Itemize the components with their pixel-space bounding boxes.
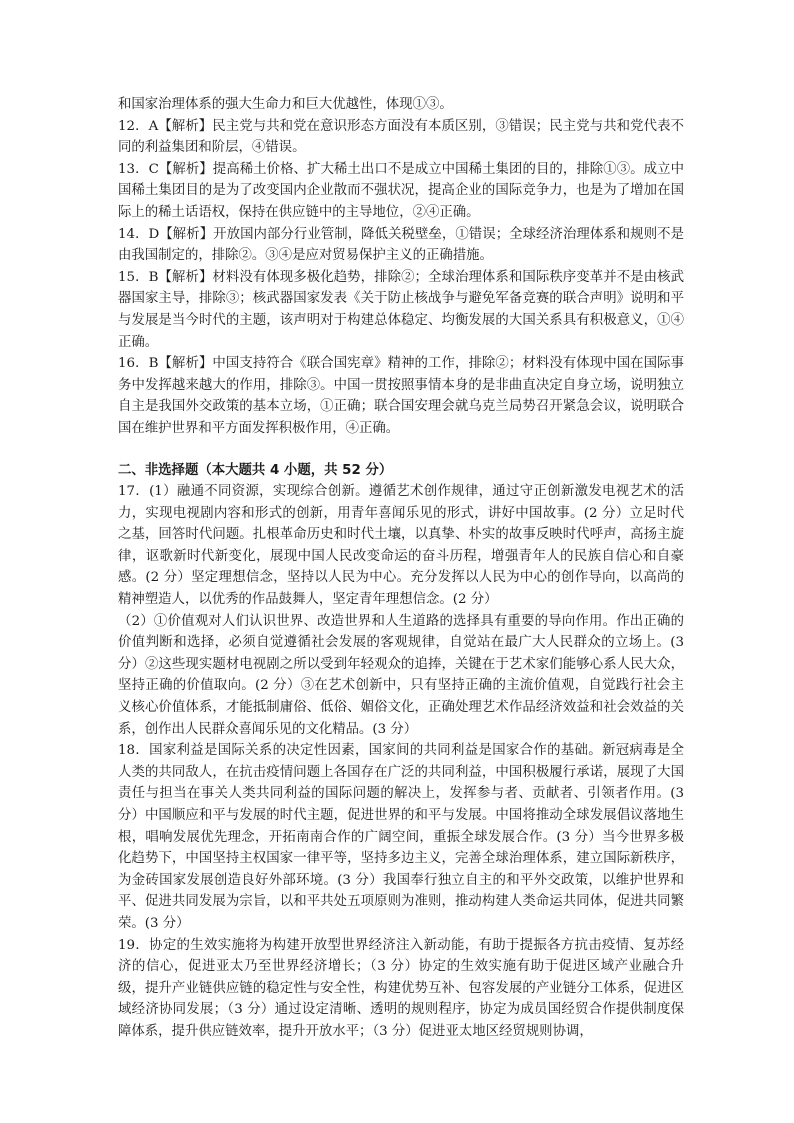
answer-15: 15．B【解析】材料没有体现多极化趋势，排除②；全球治理体系和国际秩序变革并不是由核武器国家主导，排除③；核武器国家发表《关于防止核战争与避免军备竞赛的联合声明》说明和平与发展是当今时代的主题，该声明对于构建总体稳定、均衡发展的大国关系具有积极意义，①④正确。 [118, 269, 684, 350]
answer-14: 14．D【解析】开放国内部分行业管制，降低关税壁垒，①错误；全球经济治理体系和规则不是由我国制定的，排除②。③④是应对贸易保护主义的正确措施。 [118, 226, 684, 264]
answer-19: 19．协定的生效实施将为构建开放型世界经济注入新动能，有助于提振各方抗击疫情、复苏经济的信心，促进亚太乃至世界经济增长；（3 分）协定的生效实施有助于促进区域产业融合升级，提升产业链供应链的稳定性与安全性，构建优势互补、包容发展的产业链分工体系，促进区域经济协同发展；（3 分）通过设定清晰、透明的规则程序，协定为成员国经贸合作提供制度保障体系，提升供应链效率，提升开放水平；（3 分）促进亚太地区经贸规则协调， [118, 937, 684, 1039]
answer-11-tail: 和国家治理体系的强大生命力和巨大优越性，体现①③。 [118, 97, 453, 112]
answer-page [118, 94, 684, 1043]
section-gap [118, 440, 684, 460]
section-heading: 二、非选择题（本大题共 4 小题，共 52 分） [118, 462, 393, 478]
answer-13: 13．C【解析】提高稀土价格、扩大稀土出口不是成立中国稀土集团的目的，排除①③。成立中国稀土集团目的是为了改变国内企业散而不强状况，提高企业的国际竞争力，也是为了增加在国际上的稀土话语权，保持在供应链中的主导地位，②④正确。 [118, 161, 684, 220]
answer-18: 18．国家利益是国际关系的决定性因素，国家间的共同利益是国家合作的基础。新冠病毒是全人类的共同敌人，在抗击疫情问题上各国存在广泛的共同利益，中国积极履行承诺，展现了大国责任与担当在事关人类共同利益的国际问题的解决上，发挥参与者、贡献者、引领者作用。(3 分）中国顺应和平与发展的时代主题，促进世界的和平与发展。中国将推动全球发展倡议落地生根，唱响发展优先理念，开拓南南合作的广阔空间，重振全球发展合作。(3 分）当今世界多极化趋势下，中国坚持主权国家一律平等，坚持多边主义，完善全球治理体系，建立国际新秩序，为金砖国家发展创造良好外部环境。(3 分）我国奉行独立自主的和平外交政策，以维护世界和平、促进共同发展为宗旨，以和平共处五项原则为准则，推动构建人类命运共同体，促进共同繁荣。(3 分） [118, 743, 684, 931]
answer-12: 12．A【解析】民主党与共和党在意识形态方面没有本质区别，③错误；民主党与共和党代表不同的利益集团和阶层，④错误。 [118, 118, 684, 156]
answer-17-part2: （2）①价值观对人们认识世界、改造世界和人生道路的选择具有重要的导向作用。作出正确的价值判断和选择，必须自觉遵循社会发展的客观规律，自觉站在最广大人民群众的立场上。(3 分）②这些现实题材电视剧之所以受到年轻观众的追捧，关键在于艺术家们能够心系人民大众，坚持正确的价值取向。(2 分）③在艺术创新中，只有坚持正确的主流价值观，自觉践行社会主义核心价值体系，才能抵制庸俗、低俗、媚俗文化，正确处理艺术作品经济效益和社会效益的关系，创作出人民群众喜闻乐见的文化精品。(3 分） [118, 613, 684, 737]
answer-17-part1: 17．(1）融通不同资源，实现综合创新。遵循艺术创作规律，通过守正创新激发电视艺术的活力，实现电视剧内容和形式的创新，用青年喜闻乐见的形式，讲好中国故事。(2 分）立足时代之基，回答时代问题。扎根革命历史和时代土壤，以真挚、朴实的故事反映时代呼声，高扬主旋律，讴歌新时代新变化，展现中国人民改变命运的奋斗历程，增强青年人的民族自信心和自豪感。(2 分）坚定理想信念，坚持以人民为中心。充分发挥以人民为中心的创作导向，以高尚的精神塑造人，以优秀的作品鼓舞人，坚定青年理想信念。(2 分） [118, 484, 684, 608]
answer-16: 16．B【解析】中国支持符合《联合国宪章》精神的工作，排除②；材料没有体现中国在国际事务中发挥越来越大的作用，排除③。中国一贯按照事情本身的是非曲直决定自身立场，说明独立自主是我国外交政策的基本立场，①正确；联合国安理会就乌克兰局势召开紧急会议，说明联合国在维护世界和平方面发挥积极作用，④正确。 [118, 356, 684, 436]
